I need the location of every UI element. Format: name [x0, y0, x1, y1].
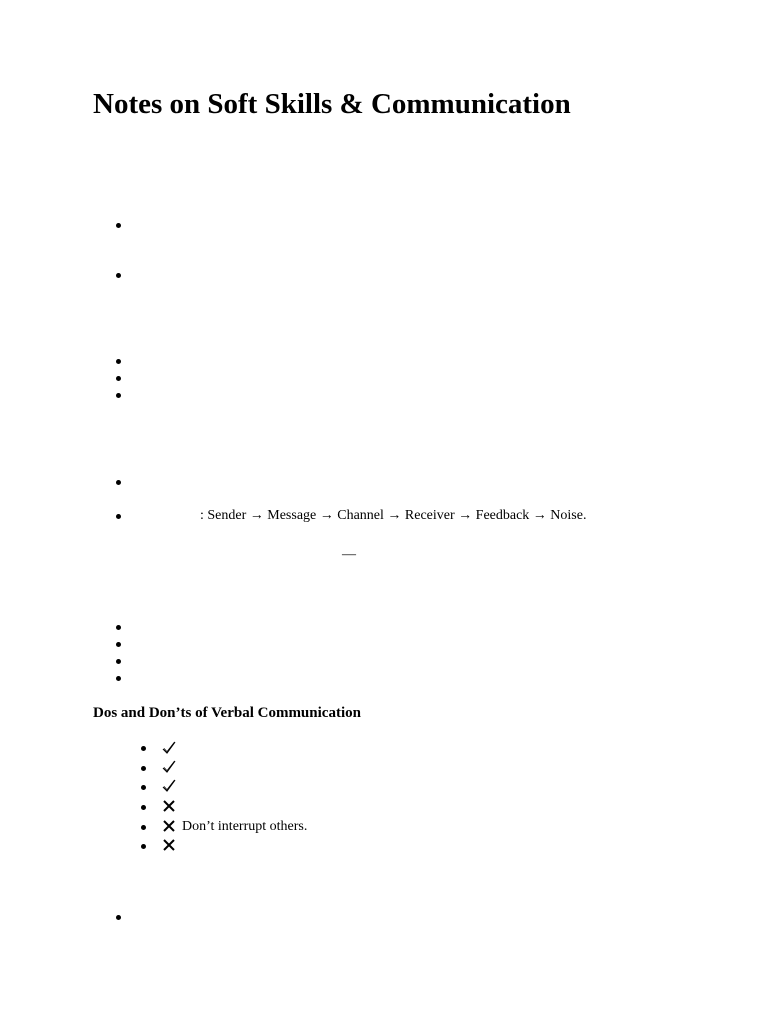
bullet-dot — [141, 825, 146, 830]
check-icon — [161, 740, 177, 756]
bullet-dot — [116, 223, 121, 228]
bullet-dot — [116, 480, 121, 485]
bullet-dot — [116, 676, 121, 681]
bullet-dot — [116, 514, 121, 519]
bullet-dot — [116, 625, 121, 630]
check-icon — [161, 759, 177, 775]
bullet-dot — [141, 766, 146, 771]
section-heading: Dos and Don’ts of Verbal Communication — [93, 705, 361, 721]
check-icon — [161, 778, 177, 794]
cross-icon — [161, 818, 177, 834]
bullet-dot — [141, 746, 146, 751]
process-line: : Sender → Message → Channel → Receiver → Feedback → Noise. — [200, 508, 587, 523]
cross-icon — [161, 798, 177, 814]
bullet-dot — [141, 844, 146, 849]
bullet-dot — [141, 785, 146, 790]
page-title: Notes on Soft Skills & Communication — [93, 88, 571, 120]
bullet-dot — [116, 376, 121, 381]
bullet-dot — [116, 393, 121, 398]
bullet-dot — [116, 659, 121, 664]
bullet-dot — [116, 642, 121, 647]
dos-donts-text: Don’t interrupt others. — [182, 819, 308, 834]
bullet-dot — [141, 805, 146, 810]
bullet-dot — [116, 915, 121, 920]
dash-mark: — — [342, 547, 356, 562]
bullet-dot — [116, 273, 121, 278]
cross-icon — [161, 837, 177, 853]
bullet-dot — [116, 359, 121, 364]
